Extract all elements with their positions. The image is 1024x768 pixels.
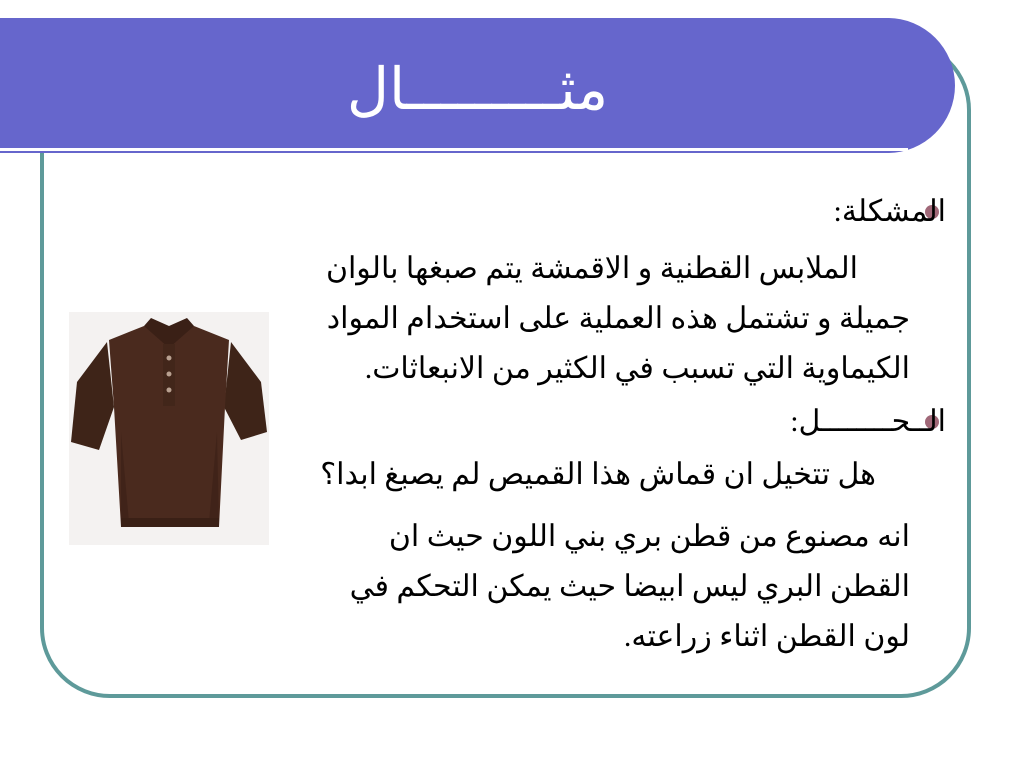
problem-heading: المشكلة:: [833, 195, 946, 228]
slide-title: مثـــــــــال: [346, 57, 609, 122]
problem-line-1: الملابس القطنية و الاقمشة يتم صبغها بالوان: [325, 252, 858, 285]
solution-answer: [290, 512, 910, 662]
answer-line-2: القطن البري ليس ابيضا حيث يمكن التحكم في: [349, 570, 910, 603]
problem-body: [290, 244, 910, 394]
problem-line-2: جميلة و تشتمل هذه العملية على استخدام المواد: [326, 302, 910, 335]
title-underline: [0, 148, 908, 151]
brown-polo-shirt-image: [69, 312, 269, 545]
solution-question: هل تتخيل ان قماش هذا القميص لم يصبغ ابدا؟: [320, 458, 876, 491]
answer-line-3: لون القطن اثناء زراعته.: [623, 620, 910, 653]
answer-line-1: انه مصنوع من قطن بري بني اللون حيث ان: [388, 520, 910, 553]
brown-polo-shirt-icon: [69, 312, 269, 545]
title-banner: [0, 18, 955, 153]
solution-heading: الــحــــــــل:: [790, 405, 946, 438]
problem-line-3: الكيماوية التي تسبب في الكثير من الانبعاثات.: [364, 352, 910, 385]
